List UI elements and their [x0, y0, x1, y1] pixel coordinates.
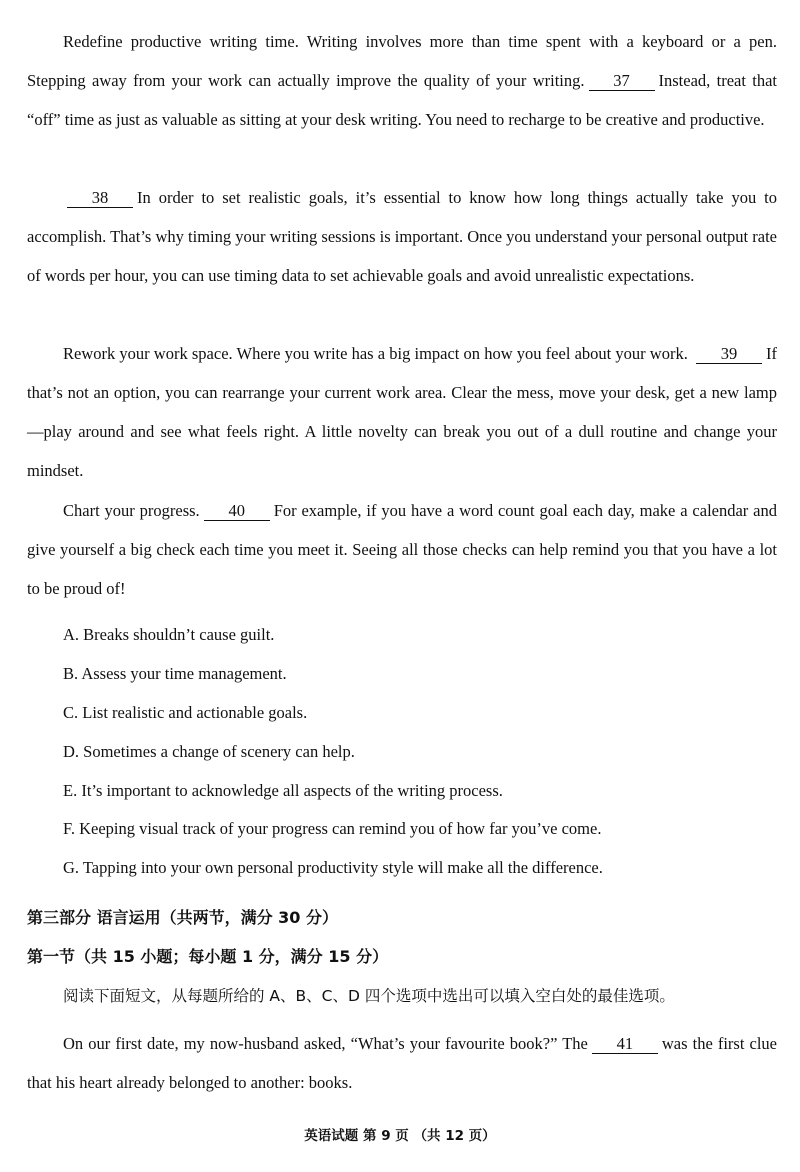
paragraph-1-text-after: Instead, treat that “off” time as just as valuable as sitting at your desk writing. You need to recharge to be creative and productive. — [27, 71, 777, 129]
blank-38: 38 — [67, 189, 133, 208]
option-g: G. Tapping into your own personal productivity style will make all the difference. — [63, 858, 603, 877]
paragraph-1-text-before: Redefine productive writing time. Writing involves more than time spent with a keyboard or a pen. Stepping away from your work can actually improve the quality of your writing. — [27, 32, 777, 90]
cloze-passage — [27, 1024, 777, 1102]
paragraph-3-text-first: Rework your work space. Where you write has a big impact on how you feel about your work. — [63, 344, 688, 363]
paragraph-3 — [27, 334, 777, 490]
cloze-text-before: On our first date, my now-husband asked, “What’s your favourite book?” The — [63, 1034, 588, 1053]
option-d: D. Sometimes a change of scenery can help. — [63, 742, 355, 761]
blank-40: 40 — [204, 502, 270, 521]
part-three-heading: 第三部分 语言运用（共两节，满分 30 分） — [27, 908, 338, 927]
section-one-heading: 第一节（共 15 小题；每小题 1 分，满分 15 分） — [27, 947, 389, 966]
option-b: B. Assess your time management. — [63, 664, 287, 683]
option-a: A. Breaks shouldn’t cause guilt. — [63, 625, 275, 644]
paragraph-2 — [27, 178, 777, 295]
cloze-text-after: was the first clue that his heart already belonged to another: books. — [27, 1034, 777, 1092]
blank-39: 39 — [696, 345, 762, 364]
option-f: F. Keeping visual track of your progress can remind you of how far you’ve come. — [63, 819, 602, 838]
option-e: E. It’s important to acknowledge all aspects of the writing process. — [63, 781, 503, 800]
option-c: C. List realistic and actionable goals. — [63, 703, 308, 722]
paragraph-3-text-after: If that’s not an option, you can rearrange your current work area. Clear the mess, move your desk, get a new lamp—play around and see what feels right. A little novelty can break you out of a dull routine and change your mindset. — [27, 344, 777, 480]
blank-37: 37 — [589, 72, 655, 91]
paragraph-1 — [27, 22, 777, 139]
paragraph-4-text-after: For example, if you have a word count goal each day, make a calendar and give yourself a big check each time you meet it. Seeing all those checks can help remind you that you have a lot to be proud of! — [27, 501, 777, 598]
section-instruction: 阅读下面短文，从每题所给的 A、B、C、D 四个选项中选出可以填入空白处的最佳选项。 — [63, 987, 675, 1005]
paragraph-4 — [27, 491, 777, 608]
paragraph-4-text-before: Chart your progress. — [63, 501, 200, 520]
paragraph-2-text-after: In order to set realistic goals, it’s essential to know how long things actually take you to accomplish. That’s why timing your writing sessions is important. Once you understand your personal output rate of words per hour, you can use timing data to set achievable goals and avoid unrealistic expectations. — [27, 188, 777, 285]
blank-41: 41 — [592, 1035, 658, 1054]
page-footer: 英语试题 第 9 页 （共 12 页） — [304, 1128, 496, 1144]
